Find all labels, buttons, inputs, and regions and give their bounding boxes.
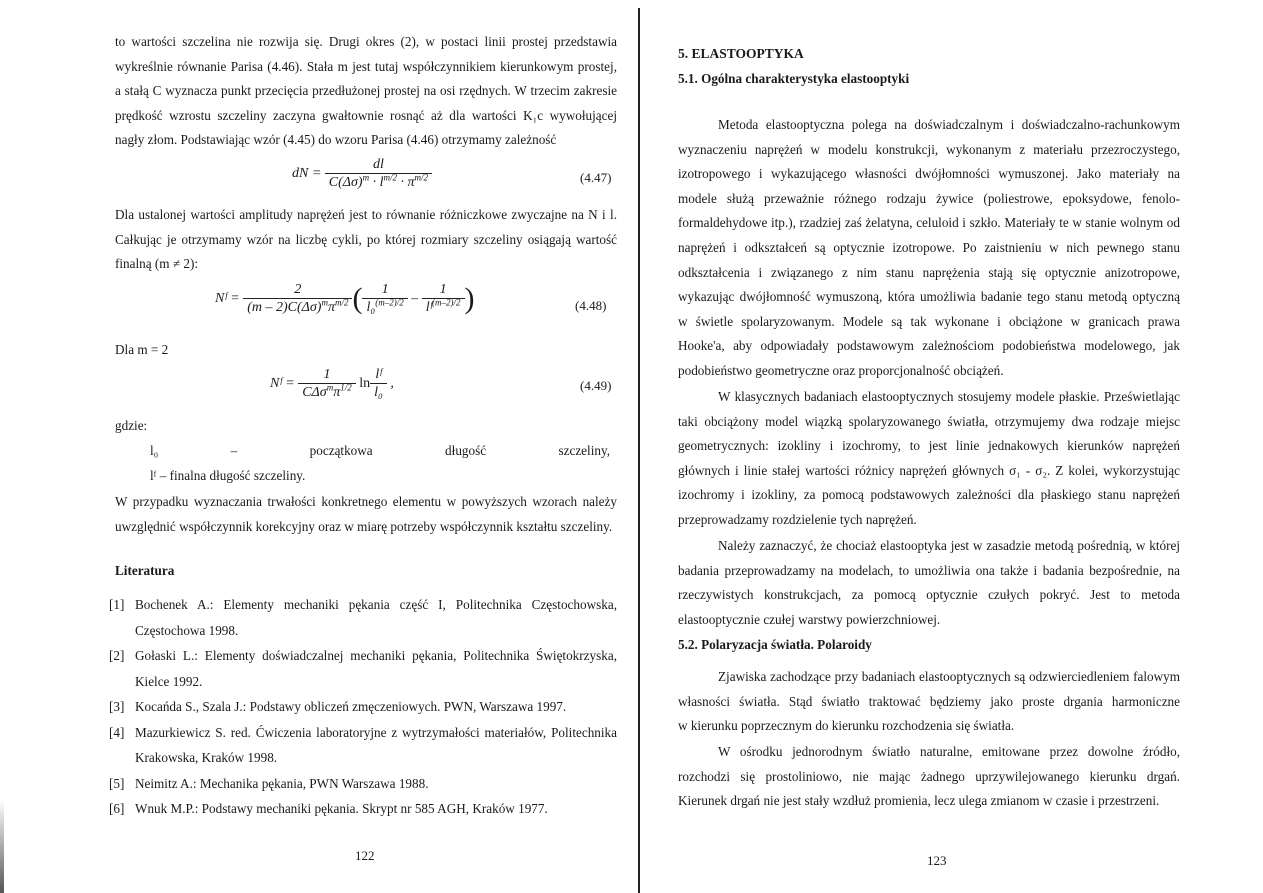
text-line: taki obciążony model wiązką spolaryzowanego światła, otrzymujemy dwa rodzaje miejsc [678, 413, 1180, 429]
paragraph [678, 665, 1180, 739]
text-line: lᶠ – finalna długość szczeliny. [150, 467, 306, 483]
paragraph [115, 490, 617, 539]
text-line: Kierunek drgań nie jest stały wzdłuż promienia, lecz ulega zmianom w czasie i przestrzeni. [678, 793, 1160, 809]
text-line: przeprowadzamy rozdzielenie tych naprężeń. [678, 511, 917, 527]
reference-label: [1] [109, 597, 125, 612]
equation-number: (4.47) [580, 170, 612, 185]
reference-item [109, 592, 617, 643]
text-line: W przypadku wyznaczania trwałości konkretnego elementu w powyższych wzorach należy [115, 494, 617, 509]
reference-list [109, 592, 617, 822]
literature-heading: Literatura [115, 563, 175, 578]
scan-edge-mark [0, 800, 4, 893]
paragraph [678, 534, 1180, 632]
reference-line: Częstochowa 1998. [135, 622, 239, 638]
reference-label: [2] [109, 648, 125, 663]
chapter-heading: 5. ELASTOOPTYKA [678, 46, 804, 61]
paragraph [115, 338, 617, 363]
reference-label: [6] [109, 801, 125, 816]
reference-line: Bochenek A.: Elementy mechaniki pękania część I, Politechnika Częstochowska, [135, 597, 617, 612]
reference-item [109, 643, 617, 694]
reference-item [109, 694, 617, 720]
paragraph [678, 113, 1180, 384]
text-line: Dla m = 2 [115, 342, 169, 357]
reference-line: Krakowska, Kraków 1998. [135, 750, 278, 765]
text-line: l₀ – początkowa długość szczeliny, [150, 443, 610, 458]
reference-line: Kielce 1992. [135, 673, 203, 689]
text-line: uwzględnić współczynnik korekcyjny oraz w miarę potrzeby współczynnik kształtu szczeliny. [115, 518, 613, 534]
text-line: podobieństwo geometryczne oraz proporcjonalność obciążeń. [678, 362, 1004, 378]
text-line: W klasycznych badaniach elastooptycznych stosujemy modele płaskie. Prześwietlając [718, 389, 1180, 404]
equation-4-49: Nᶠ = $\frac{1}{C\Delta\sigma^m\pi^{1/2}}$ ln $\frac{\text{lᶠ}}{\text{l₀}}$ , [270, 367, 394, 401]
text-line: głównych i linie stałej wartości różnicy naprężeń głównych σ₁ - σ₂. Z kolei, wykorzystując [678, 462, 1180, 478]
page-number: 123 [927, 853, 947, 868]
text-line: formaldehydowe itp.), rzadziej zaś żelatyna, celuloid i szkło. Materiały te w stanie wolnym od [678, 215, 1180, 231]
reference-item [109, 796, 617, 822]
text-line: w świetle spolaryzowanym. Modele są tak wykonane i obciążone w granicach prawa [678, 313, 1180, 329]
text-line: finalną (m ≠ 2): [115, 256, 199, 272]
text-line: prędkość wzrostu szczeliny zaczyna gwałtownie rosnąć aż dla wartości K₁c wywołującej [115, 107, 617, 123]
reference-label: [4] [109, 724, 125, 740]
book-spine-divider [638, 8, 640, 893]
text-line: rozchodzi się prostoliniowo, nie mając żadnego uprzywilejowanego kierunku drgań. [678, 768, 1180, 784]
paragraph [678, 385, 1180, 533]
symbol-definitions [150, 439, 610, 488]
text-line: modele służą przeważnie różnego rodzaju żywice (poliestrowe, epoksydowe, fenolo- [678, 190, 1180, 206]
text-line: wyznaczeniu naprężeń w modelu konstrukcji, wykonanym z materiału przezroczystego, [678, 141, 1180, 157]
reference-label: [3] [109, 699, 125, 714]
text-line: to wartości szczelina nie rozwija się. Drugi okres (2), w postaci linii prostej przedstawia [115, 34, 617, 49]
reference-line: Gołaski L.: Elementy doświadczalnej mechaniki pękania, Politechnika Świętokrzyska, [135, 648, 617, 663]
paragraph [115, 203, 617, 277]
text-line: geometrycznych: izokliny i izochromy, to jest linie jednakowych kierunków naprężeń [678, 438, 1180, 454]
page-number: 122 [355, 848, 375, 863]
text-line: a stałą C wyznacza punkt przecięcia przedłużonej prostej na osi rzędnych. W trzecim zakresie [115, 83, 617, 99]
text-line: wykreślnie równanie Parisa (4.46). Stała m jest tutaj współczynnikiem kierunkowym prostej, [115, 58, 617, 74]
text-line: naprężeń i odkształceń są optycznie izotropowe. Po zaistnieniu w nich pewnego stanu [678, 239, 1180, 255]
equation-number: (4.49) [580, 378, 612, 393]
text-line: Należy zaznaczyć, że chociaż elastooptyka jest w zasadzie metodą pośrednią, w której [718, 538, 1180, 553]
text-line: Całkując je otrzymamy wzór na liczbę cykli, po której rozmiary szczeliny osiągają wartość [115, 231, 617, 247]
text-line: Dla ustalonej wartości amplitudy naprężeń jest to równanie różniczkowe zwyczajne na N i l. [115, 207, 617, 222]
text-line: odkształcenia i związanego z nim stanu naprężenia stają się optycznie anizotropowe, [678, 264, 1180, 280]
equation-number: (4.48) [575, 298, 607, 313]
right-page [642, 0, 1263, 893]
text-line: izochromy i izokliny, za pomocą podstawowych zależności dla płaskiego stanu naprężeń [678, 487, 1180, 503]
text-line: wykazując dwójłomność wymuszoną, która umożliwia badanie tego stanu metodą optyczną [678, 289, 1180, 305]
section-heading: 5.2. Polaryzacja światła. Polaroidy [678, 637, 872, 652]
paragraph [115, 414, 617, 439]
text-line: nagły złom. Podstawiając wzór (4.45) do wzoru Parisa (4.46) otrzymamy zależność [115, 132, 557, 148]
text-line: izotropowego i wykazującego własności dwójłomności wymuszonej. Jako materiały na [678, 166, 1180, 182]
paragraph [115, 30, 617, 153]
text-line: Metoda elastooptyczna polega na doświadczalnym i doświadczalno-rachunkowym [718, 117, 1180, 132]
reference-label: [5] [109, 775, 125, 791]
text-line: Hooke'a, aby odpowiadały podstawowym zależnościom podobieństwa modelowego, jak [678, 338, 1180, 354]
reference-line: Wnuk M.P.: Podstawy mechaniki pękania. Skrypt nr 585 AGH, Kraków 1977. [135, 801, 548, 816]
reference-line: Neimitz A.: Mechanika pękania, PWN Warszawa 1988. [135, 775, 429, 791]
equation-4-48: Nᶠ = $\frac{2}{(m - 2)C(\Delta\sigma)^m\pi^{m/2}}$ ( $\frac{1}{l_0^{(m-2)/2}}$ – $\frac{1}{lᶠ^{(m-2)/2}}$ ) [215, 281, 475, 316]
text-line: gdzie: [115, 418, 148, 433]
reference-item [109, 720, 617, 771]
text-line: badania przeprowadzamy na modelach, to umożliwia ona także i badania bezpośrednie, na [678, 562, 1180, 578]
paragraph [678, 740, 1180, 814]
section-heading: 5.1. Ogólna charakterystyka elastooptyki [678, 71, 910, 86]
reference-line: Mazurkiewicz S. red. Ćwiczenia laboratoryjne z wytrzymałości materiałów, Politechnika [135, 724, 617, 740]
reference-line: Kocańda S., Szala J.: Podstawy obliczeń zmęczeniowych. PWN, Warszawa 1997. [135, 699, 567, 714]
equation-4-47: dN = $\frac{dl}{C(\Delta\sigma)^m \cdot l^{m/2} \cdot \pi^{m/2}}$ [292, 157, 432, 191]
text-line: Zjawiska zachodzące przy badaniach elastooptycznych są odzwierciedleniem falowym [718, 669, 1180, 684]
text-line: W ośrodku jednorodnym światło naturalne, emitowane przez dowolne źródło, [718, 744, 1180, 759]
text-line: rzeczywistych konstrukcjach, za pomocą optycznie czułych pokryć. Jest to metoda [678, 587, 1180, 603]
text-line: własności światła. Stąd światło traktować będziemy jako proste drgania harmoniczne [678, 693, 1180, 709]
text-line: elastooptycznie czułej warstwy powierzchniowej. [678, 611, 941, 627]
text-line: w kierunku poprzecznym do kierunku rozchodzenia się światła. [678, 718, 1015, 734]
reference-item [109, 771, 617, 797]
